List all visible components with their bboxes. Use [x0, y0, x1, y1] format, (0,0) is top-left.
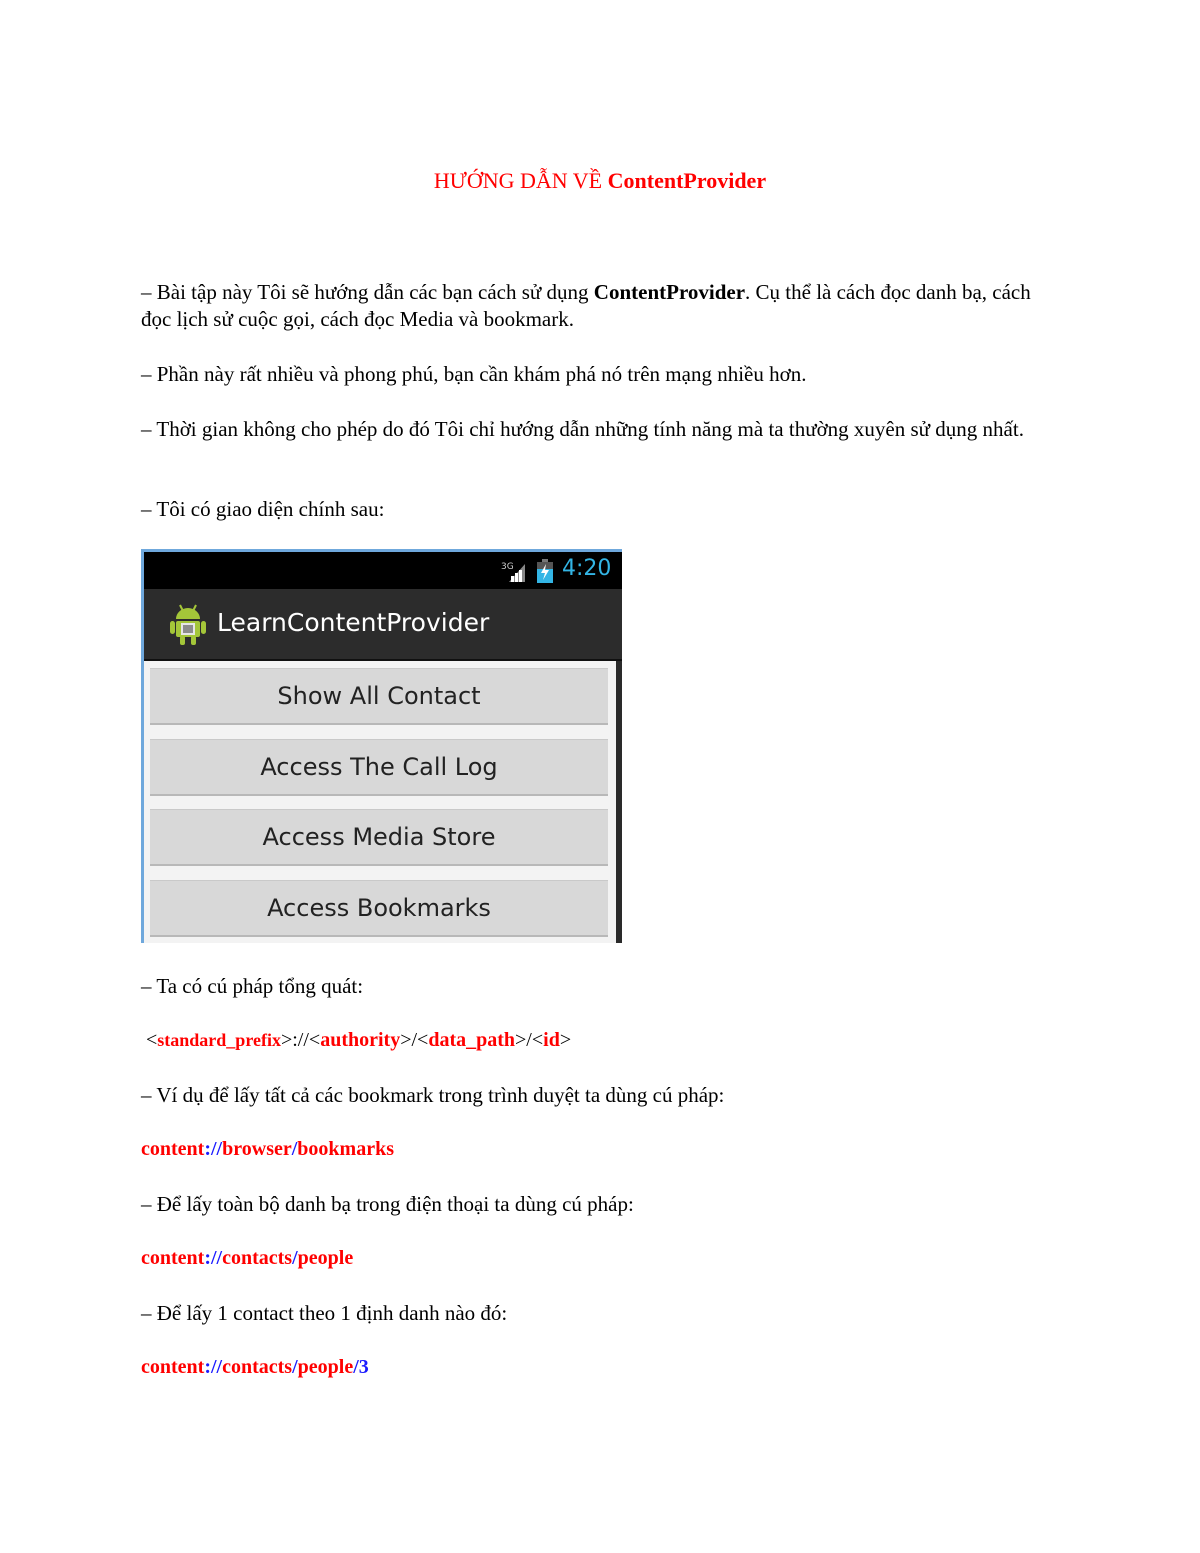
access-bookmarks-button[interactable]: Access Bookmarks	[150, 880, 608, 937]
title-prefix: HƯỚNG DẪN VỀ	[433, 168, 608, 193]
contacts-uri: content://contacts/people	[141, 1247, 354, 1269]
page-title	[0, 168, 1200, 194]
access-call-log-button[interactable]: Access The Call Log	[150, 739, 608, 796]
battery-charging-icon	[537, 559, 553, 583]
paragraph-rich: – Phần này rất nhiều và phong phú, bạn cần khám phá nó trên mạng nhiều hơn.	[141, 362, 807, 386]
status-time: 4:20	[562, 556, 612, 581]
button-list	[144, 661, 616, 943]
app-title: LearnContentProvider	[217, 608, 490, 637]
paragraph-interface: – Tôi có giao diện chính sau:	[141, 497, 385, 521]
title-bold: ContentProvider	[607, 168, 767, 193]
general-syntax: <standard_prefix>://<authority>/<data_path>/<id>	[146, 1029, 572, 1051]
syntax-id: id	[543, 1029, 560, 1051]
paragraph-intro-text-a: – Bài tập này Tôi sẽ hướng dẫn các bạn cách sử dụng	[141, 280, 594, 304]
svg-text:3G: 3G	[501, 562, 514, 572]
paragraph-intro-bold: ContentProvider	[593, 280, 746, 304]
bookmarks-uri: content://browser/bookmarks	[141, 1138, 394, 1160]
paragraph-time: – Thời gian không cho phép do đó Tôi chỉ hướng dẫn những tính năng mà ta thường xuyên sử dụng nhất.	[141, 417, 1024, 441]
paragraph-intro-text-b: . Cụ thể là cách đọc danh bạ, cách đọc lịch sử cuộc gọi, cách đọc Media và bookmark.	[141, 280, 1031, 331]
show-all-contact-button[interactable]: Show All Contact	[150, 668, 608, 725]
status-bar	[144, 552, 622, 589]
paragraph-syntax: – Ta có cú pháp tổng quát:	[141, 974, 364, 998]
app-screenshot	[141, 549, 622, 943]
paragraph-contact-id-example: – Để lấy 1 contact theo 1 định danh nào đó:	[141, 1301, 508, 1325]
contact-id-uri: content://contacts/people/3	[141, 1356, 369, 1378]
phone-edge	[616, 661, 622, 943]
paragraph-bookmark-example: – Ví dụ để lấy tất cả các bookmark trong trình duyệt ta dùng cú pháp:	[141, 1083, 725, 1107]
paragraph-intro	[141, 279, 1061, 333]
syntax-authority: authority	[320, 1029, 401, 1051]
access-media-store-button[interactable]: Access Media Store	[150, 809, 608, 866]
syntax-data-path: data_path	[428, 1029, 516, 1051]
syntax-standard-prefix: standard_prefix	[157, 1030, 281, 1050]
action-bar	[144, 589, 622, 661]
android-app-icon	[170, 603, 206, 645]
signal-3g-icon	[501, 560, 527, 582]
paragraph-contacts-example: – Để lấy toàn bộ danh bạ trong điện thoại ta dùng cú pháp:	[141, 1192, 634, 1216]
